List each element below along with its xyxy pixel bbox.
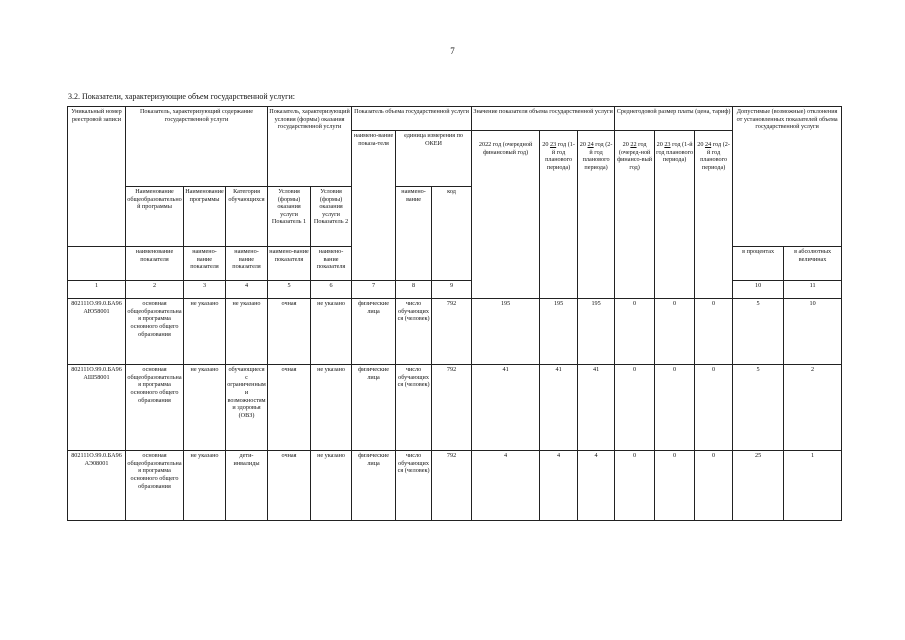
fee-2-label: год (2-й год планового периода) <box>700 141 730 171</box>
row-fee-2022: 0 <box>615 365 655 451</box>
row-condition-1: очная <box>268 451 311 521</box>
row-program-name: не указано <box>184 365 226 451</box>
row-condition-1: очная <box>268 299 311 365</box>
header-volume-group: Показатель объема государственной услуги <box>352 107 472 131</box>
row-program-name: не указано <box>184 451 226 521</box>
header-name-label-2: наимено-вание показателя <box>184 247 226 281</box>
table-row <box>68 365 842 451</box>
row-deviation-absolute: 2 <box>784 365 842 451</box>
header-unique-number: Уникальный номер реестровой записи <box>68 107 126 247</box>
header-in-percent: в процентах <box>733 247 784 281</box>
row-program-name: не указано <box>184 299 226 365</box>
row-category: обучающиеся с ограниченными возможностями здоровья (ОВЗ) <box>226 365 268 451</box>
section-title: 3.2. Показатели, характеризующие объем государственной услуги: <box>68 92 295 101</box>
table-row <box>68 451 842 521</box>
year-1-label: год (1-й год планового периода) <box>545 141 575 171</box>
row-value-2024: 41 <box>578 365 615 451</box>
header-deviation-group: Допустимые (возможные) отклонения от установленных показателей объема государственной услуги <box>733 107 842 247</box>
header-indicator-name: наимено-вание показа-теля <box>352 131 396 281</box>
row-category: дети-инвалиды <box>226 451 268 521</box>
table-row <box>68 299 842 365</box>
header-conditions-group: Показатель, характеризующий условия (формы) оказания государственной услуги <box>268 107 352 187</box>
year-current-label: 2022 год (очередной финансовый год) <box>478 141 533 156</box>
column-number: 4 <box>226 281 268 299</box>
row-okei: 792 <box>432 451 472 521</box>
fee-current-prefix: 20 <box>622 141 629 148</box>
fee-1-label: год (1-й год планового периода) <box>656 141 694 164</box>
row-value-2024: 195 <box>578 299 615 365</box>
year-2-label: год (2-й год планового периода) <box>582 141 613 171</box>
header-volume-value-group: Значение показателя объема государственной услуги <box>472 107 615 131</box>
row-okei: 792 <box>432 299 472 365</box>
header-in-absolute: в абсолютных величинах <box>784 247 842 281</box>
row-value-2023: 4 <box>540 451 578 521</box>
header-sub-program-general: Наименование общеобразовательной программы <box>126 187 184 247</box>
row-value-2022: 4 <box>472 451 540 521</box>
row-okei: 792 <box>432 365 472 451</box>
header-sub-condition-1: Условия (формы) оказания услуги Показатель 1 <box>268 187 311 247</box>
column-number: 8 <box>396 281 432 299</box>
fee-current-label: год (очеред-ной финансо-вый год) <box>617 141 653 171</box>
row-program: основная общеобразовательная программа основного общего образования <box>126 365 184 451</box>
column-number: 1 <box>68 281 126 299</box>
fee-current-suffix: 22 <box>630 141 637 148</box>
header-year-current <box>472 131 540 299</box>
row-condition-2: не указано <box>311 299 352 365</box>
header-row-empty <box>68 247 126 281</box>
header-fee-current <box>615 131 655 299</box>
row-condition-2: не указано <box>311 365 352 451</box>
header-sub-category: Категория обучающихся <box>226 187 268 247</box>
column-number: 6 <box>311 281 352 299</box>
row-program: основная общеобразовательная программа основного общего образования <box>126 451 184 521</box>
row-code: 802111О.99.0.БА96АЭ08001 <box>68 451 126 521</box>
row-fee-2024: 0 <box>695 451 733 521</box>
fee-2-suffix: 24 <box>704 141 712 148</box>
year-1-suffix: 23 <box>549 141 557 148</box>
header-unit-okei: единица измерения по ОКЕИ <box>396 131 472 187</box>
volume-indicators-table <box>67 106 842 521</box>
row-unit: число обучающихся (человек) <box>396 451 432 521</box>
fee-2-prefix: 20 <box>697 141 704 148</box>
header-unit-name: наимено-вание <box>396 187 432 281</box>
column-number: 3 <box>184 281 226 299</box>
row-deviation-percent: 5 <box>733 365 784 451</box>
header-fee-2 <box>695 131 733 299</box>
row-condition-1: очная <box>268 365 311 451</box>
row-condition-2: не указано <box>311 451 352 521</box>
row-value-2022: 195 <box>472 299 540 365</box>
header-name-label-3: наимено-вание показателя <box>226 247 268 281</box>
row-deviation-absolute: 10 <box>784 299 842 365</box>
fee-1-suffix: 23 <box>664 141 671 148</box>
row-category: не указано <box>226 299 268 365</box>
row-fee-2023: 0 <box>655 365 695 451</box>
page-number: 7 <box>450 46 455 56</box>
row-value-2024: 4 <box>578 451 615 521</box>
row-indicator: физические лица <box>352 299 396 365</box>
header-content-group: Показатель, характеризующий содержание государственной услуги <box>126 107 268 187</box>
row-fee-2024: 0 <box>695 299 733 365</box>
header-year-1 <box>540 131 578 299</box>
row-deviation-absolute: 1 <box>784 451 842 521</box>
row-indicator: физические лица <box>352 451 396 521</box>
header-avg-fee-group: Среднегодовой размер платы (цена, тариф) <box>615 107 733 131</box>
column-number: 2 <box>126 281 184 299</box>
header-name-label-1: наименование показателя <box>126 247 184 281</box>
year-1-prefix: 20 <box>542 141 549 148</box>
row-unit: число обучающихся (человек) <box>396 299 432 365</box>
row-code: 802111О.99.0.БА96АШ58001 <box>68 365 126 451</box>
header-name-label-5: наимено-вание показателя <box>311 247 352 281</box>
column-number: 11 <box>784 281 842 299</box>
row-unit: число обучающихся (человек) <box>396 365 432 451</box>
row-value-2023: 195 <box>540 299 578 365</box>
header-year-2 <box>578 131 615 299</box>
row-fee-2024: 0 <box>695 365 733 451</box>
header-unit-code: код <box>432 187 472 281</box>
column-number: 9 <box>432 281 472 299</box>
row-value-2022: 41 <box>472 365 540 451</box>
header-sub-program-name: Наименование программы <box>184 187 226 247</box>
year-2-suffix: 24 <box>587 141 594 148</box>
row-deviation-percent: 25 <box>733 451 784 521</box>
header-fee-1 <box>655 131 695 299</box>
row-indicator: физические лица <box>352 365 396 451</box>
fee-1-prefix: 20 <box>656 141 663 148</box>
row-code: 802111О.99.0.БА96АЮ58001 <box>68 299 126 365</box>
year-2-prefix: 20 <box>579 141 586 148</box>
row-fee-2023: 0 <box>655 451 695 521</box>
header-sub-condition-2: Условия (формы) оказания услуги Показатель 2 <box>311 187 352 247</box>
row-fee-2022: 0 <box>615 299 655 365</box>
column-number: 5 <box>268 281 311 299</box>
column-number: 7 <box>352 281 396 299</box>
row-deviation-percent: 5 <box>733 299 784 365</box>
column-number: 10 <box>733 281 784 299</box>
row-fee-2022: 0 <box>615 451 655 521</box>
row-program: основная общеобразовательная программа основного общего образования <box>126 299 184 365</box>
row-fee-2023: 0 <box>655 299 695 365</box>
row-value-2023: 41 <box>540 365 578 451</box>
header-name-label-4: наимено-вание показателя <box>268 247 311 281</box>
